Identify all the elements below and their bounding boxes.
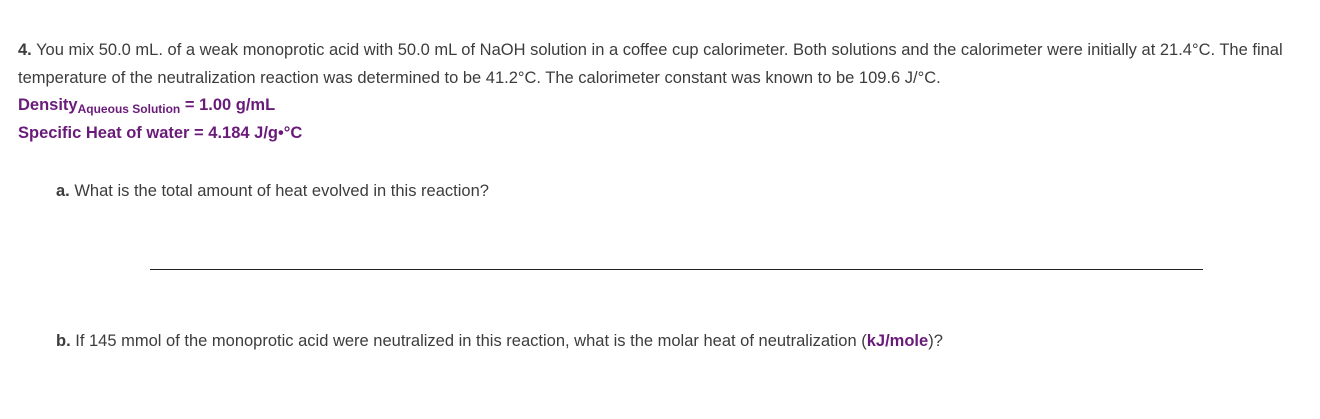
question-a-text: What is the total amount of heat evolved in this reaction? [69,182,489,200]
question-b [56,330,943,352]
question-b-letter: b. [56,332,71,350]
question-b-text-before: If 145 mmol of the monoprotic acid were neutralized in this reaction, what is the molar heat of neutralization ( [70,332,867,350]
density-subscript: Aqueous Solution [77,102,181,116]
given-density [18,94,275,117]
problem-statement [18,36,1308,92]
problem-number: 4. [18,41,32,59]
problem-text: You mix 50.0 mL. of a weak monoprotic acid with 50.0 mL of NaOH solution in a coffee cup calorimeter. Both solutions and the calorimeter were initially at 21.4°C. The final temperature of the neutralization reaction was determined to be 41.2°C. The calorimeter constant was known to be 109.6 J/°C. [18,41,1283,87]
question-b-unit: kJ/mole [866,332,929,350]
density-label: Density [18,96,78,114]
question-a-letter: a. [56,182,70,200]
question-a [56,180,489,202]
density-value: = 1.00 g/mL [180,96,276,114]
given-specific-heat: Specific Heat of water = 4.184 J/g•°C [18,124,303,142]
question-b-text-after: )? [928,332,943,350]
answer-line [150,269,1203,270]
